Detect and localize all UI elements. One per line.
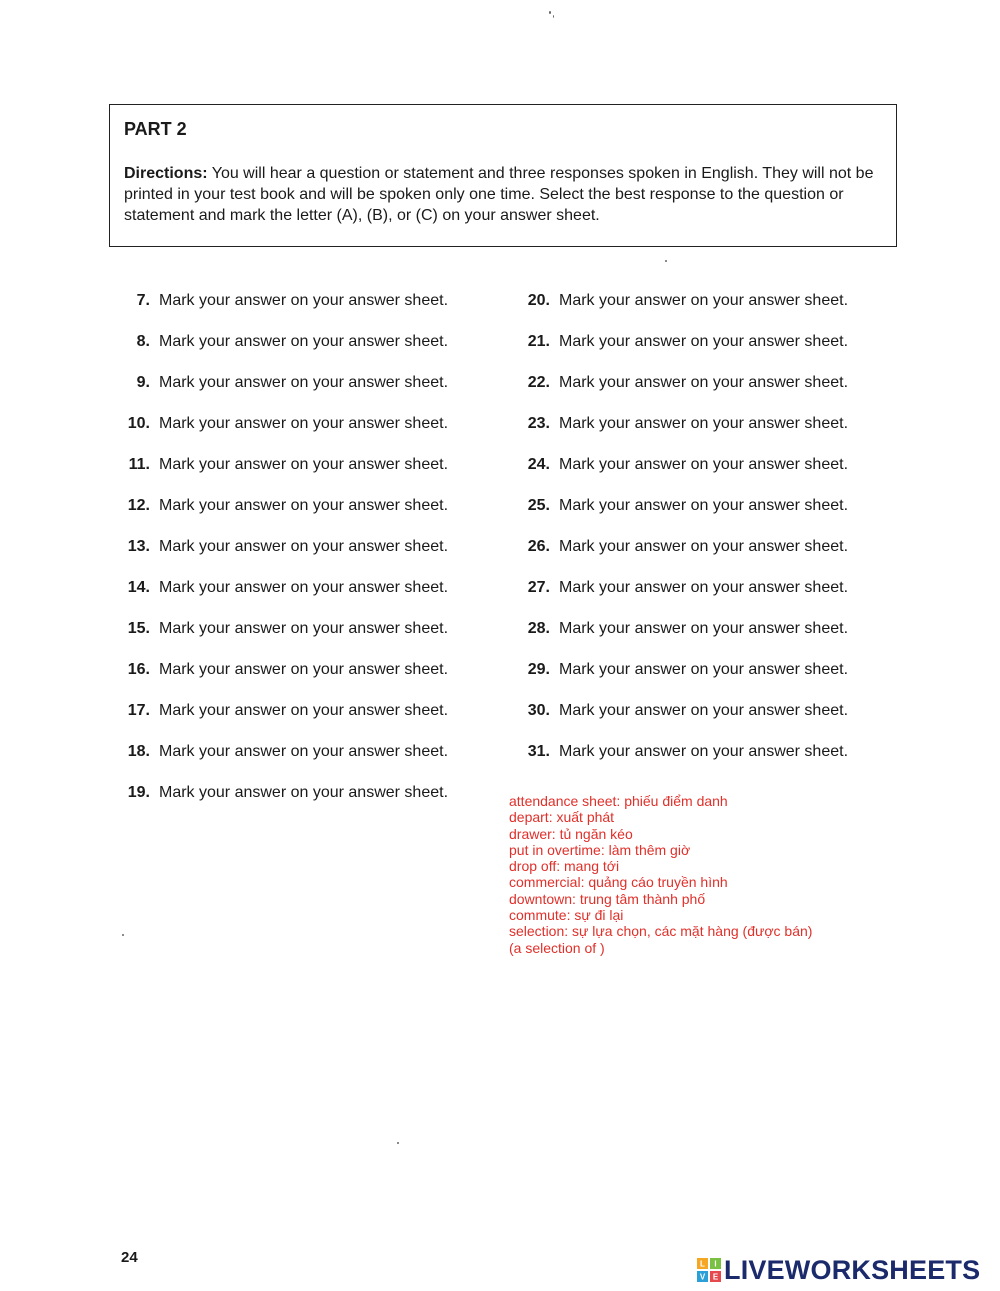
question-item [512, 413, 848, 454]
question-instruction: Mark your answer on your answer sheet. [159, 415, 449, 432]
scan-speck [122, 934, 124, 936]
question-number: 20. [527, 292, 550, 309]
question-instruction: Mark your answer on your answer sheet. [159, 292, 449, 309]
question-instruction: Mark your answer on your answer sheet. [559, 743, 849, 760]
question-item [512, 741, 848, 782]
question-number: 24. [527, 456, 550, 473]
question-item [112, 536, 448, 577]
vocabulary-note: downtown: trung tâm thành phố [509, 890, 706, 907]
question-instruction: Mark your answer on your answer sheet. [159, 620, 449, 637]
question-number: 18. [127, 743, 150, 760]
question-instruction: Mark your answer on your answer sheet. [159, 661, 449, 678]
question-instruction: Mark your answer on your answer sheet. [159, 702, 449, 719]
question-instruction: Mark your answer on your answer sheet. [159, 538, 449, 555]
question-number: 9. [136, 374, 150, 391]
question-list-left [112, 290, 448, 823]
question-item [512, 618, 848, 659]
question-instruction: Mark your answer on your answer sheet. [559, 333, 849, 350]
question-number: 27. [527, 579, 550, 596]
question-instruction: Mark your answer on your answer sheet. [559, 415, 849, 432]
question-instruction: Mark your answer on your answer sheet. [159, 333, 449, 350]
question-instruction: Mark your answer on your answer sheet. [159, 456, 449, 473]
question-instruction: Mark your answer on your answer sheet. [159, 374, 449, 391]
vocabulary-note: commute: sự đi lại [509, 907, 624, 924]
svg-text:V: V [699, 1272, 706, 1282]
scan-speck [553, 15, 554, 18]
question-item [512, 536, 848, 577]
directions-label: Directions: [124, 165, 208, 182]
question-instruction: Mark your answer on your answer sheet. [559, 538, 849, 555]
vocabulary-note: commercial: quảng cáo truyền hình [509, 874, 728, 891]
question-item [112, 741, 448, 782]
question-instruction: Mark your answer on your answer sheet. [559, 292, 849, 309]
question-number: 21. [527, 333, 550, 350]
question-item [512, 700, 848, 741]
question-item [112, 331, 448, 372]
directions-paragraph [124, 163, 884, 226]
question-number: 16. [127, 661, 150, 678]
question-instruction: Mark your answer on your answer sheet. [559, 702, 849, 719]
question-item [112, 659, 448, 700]
directions-text: You will hear a question or statement and three responses spoken in English. They will not be printed in your test book and will be spoken only one time. Select the best response to the question or statement and mark the letter (A), (B), or (C) on your answer sheet. [124, 165, 874, 224]
question-item [112, 700, 448, 741]
question-number: 28. [527, 620, 550, 637]
question-number: 17. [127, 702, 150, 719]
part-title: PART 2 [124, 119, 187, 139]
vocabulary-note: drop off: mang tới [509, 858, 620, 875]
liveworksheets-brand [697, 1255, 980, 1285]
question-instruction: Mark your answer on your answer sheet. [559, 661, 849, 678]
question-instruction: Mark your answer on your answer sheet. [159, 784, 449, 801]
question-item [112, 495, 448, 536]
vocabulary-note: selection: sự lựa chọn, các mặt hàng (được bán) [509, 923, 813, 940]
question-list-right [512, 290, 848, 782]
liveworksheets-logo-icon [697, 1258, 721, 1282]
question-number: 23. [527, 415, 550, 432]
question-number: 11. [128, 456, 150, 473]
question-item [112, 290, 448, 331]
question-number: 12. [127, 497, 150, 514]
vocabulary-notes [509, 793, 812, 956]
vocabulary-note: (a selection of ) [509, 939, 605, 956]
question-instruction: Mark your answer on your answer sheet. [159, 579, 449, 596]
question-item [112, 782, 448, 823]
question-instruction: Mark your answer on your answer sheet. [559, 620, 849, 637]
question-number: 30. [527, 702, 550, 719]
brand-name: LIVEWORKSHEETS [724, 1255, 981, 1285]
question-item [112, 454, 448, 495]
question-number: 31. [527, 743, 550, 760]
scan-speck [665, 260, 667, 262]
vocabulary-note: drawer: tủ ngăn kéo [509, 825, 633, 842]
question-number: 22. [527, 374, 550, 391]
svg-text:L: L [700, 1259, 705, 1269]
question-number: 19. [127, 784, 150, 801]
scan-speck [397, 1142, 399, 1144]
svg-text:I: I [714, 1259, 717, 1269]
question-item [112, 618, 448, 659]
vocabulary-note: put in overtime: làm thêm giờ [509, 841, 691, 858]
question-instruction: Mark your answer on your answer sheet. [559, 579, 849, 596]
question-number: 15. [127, 620, 150, 637]
question-item [512, 372, 848, 413]
question-instruction: Mark your answer on your answer sheet. [559, 456, 849, 473]
question-item [512, 331, 848, 372]
question-instruction: Mark your answer on your answer sheet. [559, 374, 849, 391]
question-number: 13. [127, 538, 150, 555]
question-item [112, 413, 448, 454]
question-item [512, 495, 848, 536]
question-instruction: Mark your answer on your answer sheet. [559, 497, 849, 514]
question-number: 25. [527, 497, 550, 514]
question-item [512, 454, 848, 495]
question-number: 7. [136, 292, 150, 309]
question-item [112, 577, 448, 618]
question-number: 14. [127, 579, 150, 596]
vocabulary-note: depart: xuất phát [509, 809, 615, 826]
question-item [512, 659, 848, 700]
question-instruction: Mark your answer on your answer sheet. [159, 497, 449, 514]
question-number: 29. [527, 661, 550, 678]
svg-text:E: E [712, 1272, 719, 1282]
question-number: 26. [527, 538, 550, 555]
question-item [512, 290, 848, 331]
question-number: 10. [127, 415, 150, 432]
question-instruction: Mark your answer on your answer sheet. [159, 743, 449, 760]
question-item [512, 577, 848, 618]
scan-speck [549, 11, 551, 14]
question-item [112, 372, 448, 413]
vocabulary-note: attendance sheet: phiếu điểm danh [509, 793, 728, 809]
page-number: 24 [121, 1249, 138, 1266]
directions-box [109, 104, 897, 247]
question-number: 8. [136, 333, 150, 350]
